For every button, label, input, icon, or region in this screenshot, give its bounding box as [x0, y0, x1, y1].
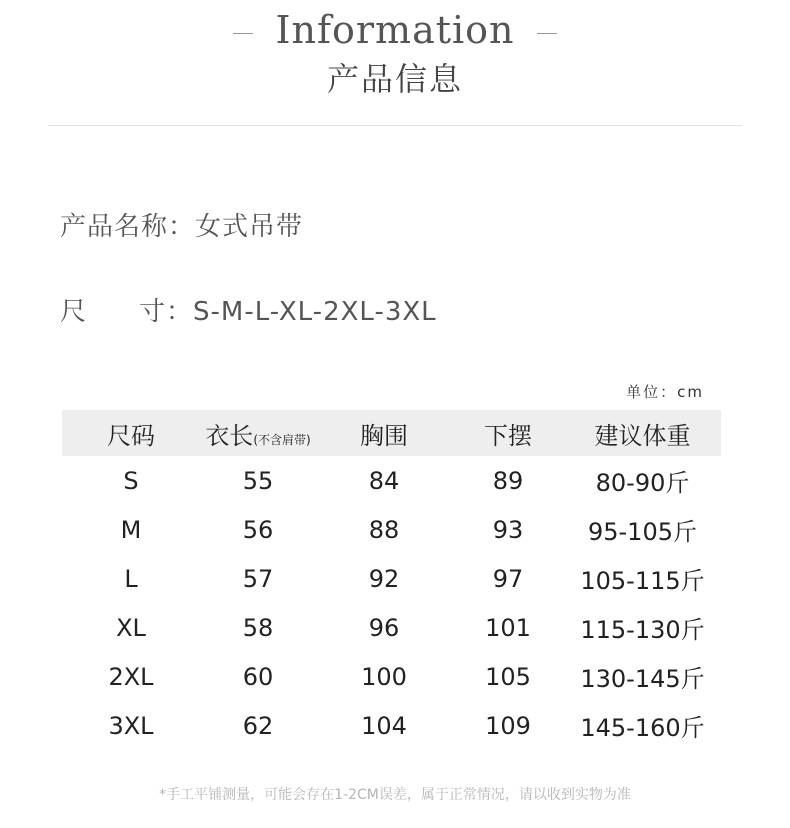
title-left-dash — [233, 33, 253, 34]
cell-length: 55 — [242, 466, 274, 495]
cell-size: XL — [116, 613, 146, 642]
cell-length: 58 — [242, 613, 274, 642]
product-name-value: 女式吊带 — [195, 212, 304, 242]
cell-weight: 130-145斤 — [580, 665, 705, 693]
unit-label: 单位：cm — [626, 383, 704, 401]
product-size-line — [60, 291, 437, 328]
cell-hem: 89 — [492, 466, 524, 495]
cell-length: 62 — [242, 711, 274, 740]
cell-bust: 104 — [361, 711, 407, 740]
cell-bust: 92 — [368, 564, 400, 593]
cell-bust: 84 — [368, 466, 400, 495]
header-length — [200, 416, 316, 451]
table-row — [62, 456, 721, 505]
header-length-text: 衣长 — [205, 421, 254, 450]
header-divider — [48, 125, 742, 126]
size-label-part1: 尺 — [60, 297, 88, 327]
cell-size: 3XL — [108, 711, 154, 740]
cell-weight: 115-130斤 — [580, 616, 705, 644]
cell-size: M — [120, 515, 142, 544]
cell-hem: 97 — [492, 564, 524, 593]
product-name-line — [60, 206, 303, 243]
footnote: *手工平铺测量，可能会存在1-2CM误差，属于正常情况，请以收到实物为准 — [159, 787, 631, 803]
cell-size: L — [124, 564, 138, 593]
title-en — [0, 8, 790, 52]
header-bust: 胸围 — [360, 421, 408, 450]
cell-bust: 100 — [361, 662, 407, 691]
header-weight: 建议体重 — [594, 421, 691, 450]
cell-hem: 109 — [485, 711, 531, 740]
cell-weight: 80-90斤 — [595, 469, 690, 497]
size-label-part2: 寸： — [139, 297, 194, 327]
table-row — [62, 554, 721, 603]
size-range-value: S-M-L-XL-2XL-3XL — [193, 297, 437, 327]
cell-length: 57 — [242, 564, 274, 593]
header-size: 尺码 — [107, 421, 155, 450]
cell-length: 60 — [242, 662, 274, 691]
title-en-text: Information — [275, 8, 515, 52]
cell-hem: 93 — [492, 515, 524, 544]
cell-hem: 105 — [485, 662, 531, 691]
cell-size: S — [123, 466, 139, 495]
table-row — [62, 505, 721, 554]
size-table — [62, 410, 721, 750]
cell-length: 56 — [242, 515, 274, 544]
cell-bust: 88 — [368, 515, 400, 544]
cell-weight: 95-105斤 — [587, 518, 697, 546]
header-hem: 下摆 — [484, 421, 532, 450]
product-name-label: 产品名称： — [60, 212, 196, 242]
table-header-row — [62, 410, 721, 456]
title-cn: 产品信息 — [326, 60, 463, 98]
cell-weight: 145-160斤 — [580, 714, 705, 742]
header-length-note: (不含肩带) — [253, 432, 311, 447]
cell-weight: 105-115斤 — [580, 567, 705, 595]
cell-size: 2XL — [108, 662, 154, 691]
title-right-dash — [537, 33, 557, 34]
cell-hem: 101 — [485, 613, 531, 642]
table-row — [62, 701, 721, 750]
table-row — [62, 603, 721, 652]
cell-bust: 96 — [368, 613, 400, 642]
table-row — [62, 652, 721, 701]
